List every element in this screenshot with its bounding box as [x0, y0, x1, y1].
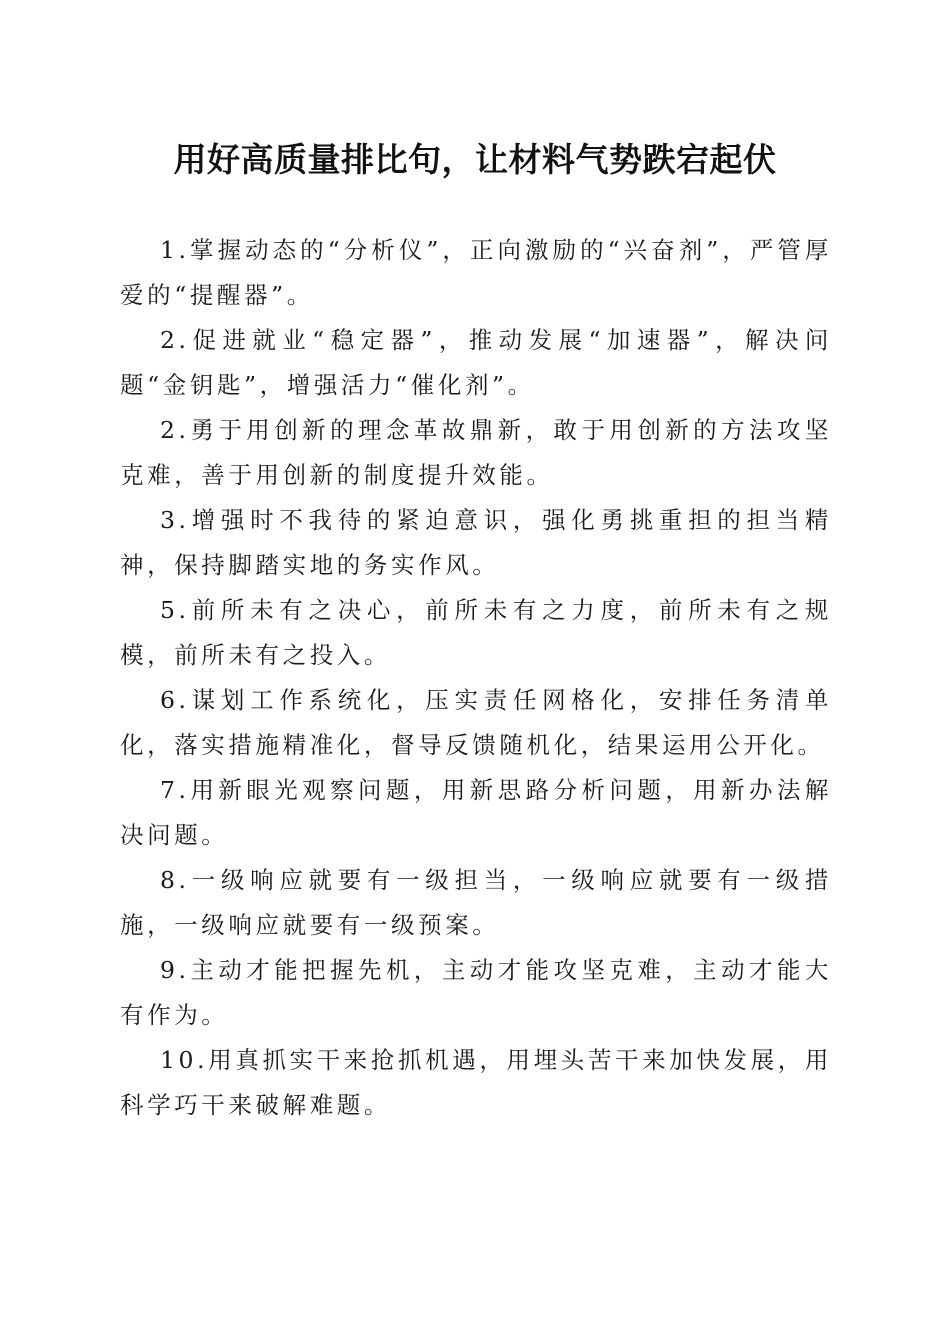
list-item: 7.用新眼光观察问题，用新思路分析问题，用新办法解决问题。	[120, 776, 832, 849]
list-item: 2.促进就业“稳定器”，推动发展“加速器”，解决问题“金钥匙”，增强活力“催化剂”。	[120, 326, 832, 399]
document-body	[120, 228, 832, 1128]
list-item: 3.增强时不我待的紧迫意识，强化勇挑重担的担当精神，保持脚踏实地的务实作风。	[120, 506, 832, 579]
list-item: 5.前所未有之决心，前所未有之力度，前所未有之规模，前所未有之投入。	[120, 596, 832, 669]
list-item: 1.掌握动态的“分析仪”，正向激励的“兴奋剂”，严管厚爱的“提醒器”。	[120, 236, 832, 309]
list-item: 6.谋划工作系统化，压实责任网格化，安排任务清单化，落实措施精准化，督导反馈随机化，结果运用公开化。	[120, 686, 832, 759]
list-item: 9.主动才能把握先机，主动才能攻坚克难，主动才能大有作为。	[120, 956, 832, 1029]
document-title: 用好高质量排比句，让材料气势跌宕起伏	[173, 140, 777, 179]
list-item: 10.用真抓实干来抢抓机遇，用埋头苦干来加快发展，用科学巧干来破解难题。	[120, 1046, 832, 1119]
list-item: 8.一级响应就要有一级担当，一级响应就要有一级措施，一级响应就要有一级预案。	[120, 866, 832, 939]
list-item: 2.勇于用创新的理念革故鼎新，敢于用创新的方法攻坚克难，善于用创新的制度提升效能。	[120, 416, 832, 489]
